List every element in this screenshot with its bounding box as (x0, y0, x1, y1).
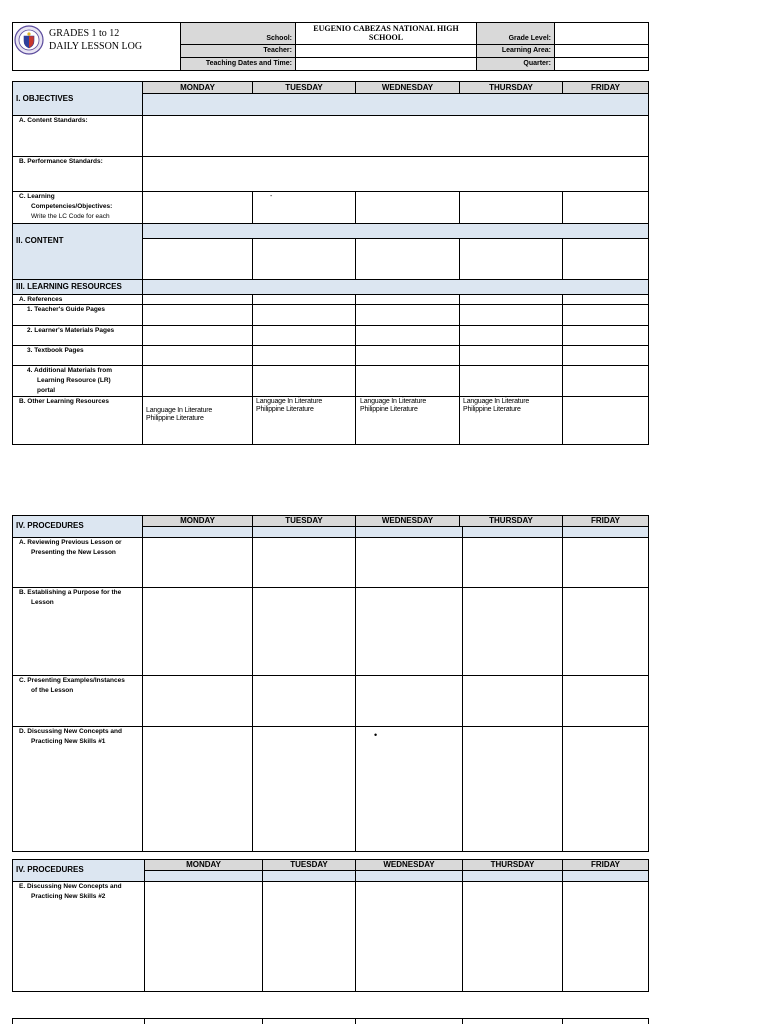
school-label: School: (266, 35, 292, 42)
table2-day-monday: MONDAY (180, 516, 215, 525)
additional-materials-line2: Learning Resource (LR) (37, 377, 111, 384)
competencies-label-line2: Competencies/Objectives: (31, 203, 113, 210)
competencies-label-line3: Write the LC Code for each (31, 213, 110, 220)
procedure-e-line2: Practicing New Skills #2 (31, 893, 106, 900)
procedure-e-line1: E. Discussing New Concepts and (19, 883, 122, 890)
tuesday-resource-line1: Language In Literature (256, 398, 323, 405)
monday-resource-line1: Language In Literature (146, 407, 213, 414)
procedure-d-line2: Practicing New Skills #1 (31, 738, 106, 745)
wednesday-resource-line2: Philippine Literature (360, 406, 418, 413)
competencies-tuesday-mark: - (270, 193, 273, 200)
references-label: A. References (19, 296, 63, 303)
competencies-label-line1: C. Learning (19, 193, 55, 200)
performance-standards-label: B. Performance Standards: (19, 158, 103, 165)
procedure-c-line2: of the Lesson (31, 687, 74, 694)
header-title-line1: GRADES 1 to 12 (49, 28, 120, 39)
wednesday-resource-line1: Language In Literature (360, 398, 427, 405)
table3-day-thursday: THURSDAY (490, 860, 535, 869)
quarter-label: Quarter: (523, 60, 551, 67)
procedure-d-line1: D. Discussing New Concepts and (19, 728, 122, 735)
table3-day-wednesday: WEDNESDAY (383, 860, 435, 869)
day-header-friday: FRIDAY (590, 83, 621, 92)
procedures-heading-1: IV. PROCEDURES (16, 521, 84, 530)
content-heading: II. CONTENT (16, 236, 64, 245)
table3-day-friday: FRIDAY (590, 860, 621, 869)
deped-seal-icon (14, 25, 44, 55)
table2-day-wednesday: WEDNESDAY (381, 516, 434, 525)
tg-pages-label: 1. Teacher's Guide Pages (27, 306, 106, 313)
thursday-resource-line2: Philippine Literature (463, 406, 521, 413)
table2-day-thursday: THURSDAY (489, 516, 533, 525)
tuesday-resource-line2: Philippine Literature (256, 406, 314, 413)
objectives-heading: I. OBJECTIVES (16, 94, 74, 103)
day-header-tuesday: TUESDAY (285, 83, 323, 92)
procedure-a-line1: A. Reviewing Previous Lesson or (19, 539, 122, 546)
table3-day-monday: MONDAY (186, 860, 221, 869)
thursday-resource-line1: Language In Literature (463, 398, 530, 405)
procedure-b-line2: Lesson (31, 599, 54, 606)
additional-materials-line3: portal (37, 387, 56, 394)
area-label: Learning Area: (501, 47, 551, 54)
table3-day-tuesday: TUESDAY (290, 860, 328, 869)
area-value-cell[interactable] (554, 44, 649, 58)
additional-materials-line1: 4. Additional Materials from (27, 367, 112, 374)
table2-day-tuesday: TUESDAY (285, 516, 323, 525)
resources-heading: III. LEARNING RESOURCES (16, 282, 122, 291)
teacher-value-cell[interactable] (295, 44, 477, 58)
textbook-pages-label: 3. Textbook Pages (27, 347, 84, 354)
table2-day-friday: FRIDAY (590, 516, 621, 525)
teacher-label: Teacher: (263, 47, 292, 54)
procedure-c-line1: C. Presenting Examples/Instances (19, 677, 125, 684)
grade-value-cell[interactable] (554, 22, 649, 45)
dates-label: Teaching Dates and Time: (205, 60, 292, 67)
monday-resource-line2: Philippine Literature (146, 415, 204, 422)
procedure-d-wednesday-bullet: • (374, 730, 378, 740)
procedures-heading-2: IV. PROCEDURES (16, 865, 84, 874)
grade-label: Grade Level: (508, 35, 551, 42)
other-resources-label: B. Other Learning Resources (19, 398, 109, 405)
content-standards-label: A. Content Standards: (19, 117, 88, 124)
header-title-line2: DAILY LESSON LOG (49, 41, 143, 52)
lm-pages-label: 2. Learner's Materials Pages (27, 327, 115, 334)
day-header-thursday: THURSDAY (489, 83, 533, 92)
day-header-monday: MONDAY (180, 83, 215, 92)
procedure-b-line1: B. Establishing a Purpose for the (19, 589, 122, 596)
dates-value-cell[interactable] (295, 57, 477, 71)
procedure-a-line2: Presenting the New Lesson (31, 549, 116, 556)
quarter-value-cell[interactable] (554, 57, 649, 71)
day-header-wednesday: WEDNESDAY (381, 83, 434, 92)
school-value: EUGENIO CABEZAS NATIONAL HIGH SCHOOL (313, 24, 459, 42)
